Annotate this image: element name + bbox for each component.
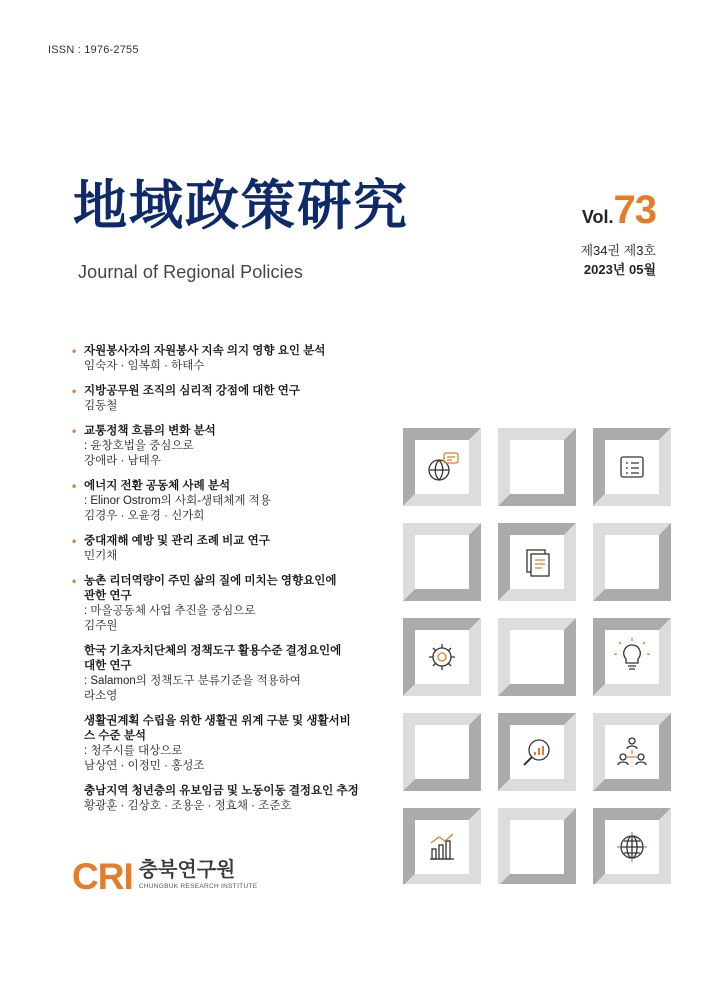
decorative-tile-grid <box>403 428 671 884</box>
toc-authors: 김경우 · 오윤경 · 신가희 <box>84 510 205 522</box>
tile-empty <box>498 808 576 884</box>
tile-empty <box>403 713 481 791</box>
tile-empty <box>498 618 576 696</box>
toc-entry <box>72 384 372 414</box>
toc-title: 교통정책 흐름의 변화 분석 <box>84 425 216 437</box>
toc-entry <box>72 714 372 774</box>
toc-entry <box>72 644 372 704</box>
issue-date: 2023년 05월 <box>583 262 656 277</box>
tile-empty <box>593 523 671 601</box>
tile-magnifier-chart <box>498 713 576 791</box>
toc-title: 한국 기초자치단체의 정책도구 활용수준 결정요인에 대한 연구 <box>84 645 342 672</box>
toc-entry <box>72 479 372 524</box>
toc-subtitle: : Salamon의 정책도구 분류기준을 적용하여 <box>84 675 301 687</box>
toc-title: 자원봉사자의 자원봉사 지속 의지 영향 요인 분석 <box>84 345 326 357</box>
volume-number: 73 <box>613 188 656 232</box>
journal-title-english: Journal of Regional Policies <box>78 262 303 282</box>
toc-entry <box>72 424 372 469</box>
publisher-logo <box>72 858 257 896</box>
toc-authors: 임숙자 · 임복희 · 하태수 <box>84 360 205 372</box>
bullet-dot: • <box>72 574 77 588</box>
tile-empty <box>403 523 481 601</box>
toc-subtitle: : 마을공동체 사업 추진을 중심으로 <box>84 605 256 617</box>
tile-bar-chart <box>403 808 481 884</box>
toc-authors: 라소영 <box>84 690 118 702</box>
toc-authors: 민기채 <box>84 550 118 562</box>
toc-subtitle: : Elinor Ostrom의 사회-생태체계 적용 <box>84 495 271 507</box>
toc-entry <box>72 784 372 814</box>
volume-label: Vol. <box>581 207 614 227</box>
toc-entry <box>72 344 372 374</box>
toc-title: 충남지역 청년층의 유보임금 및 노동이동 결정요인 추정 <box>84 785 359 797</box>
toc-title: 농촌 리더역량이 주민 삶의 질에 미치는 영향요인에 관한 연구 <box>84 575 337 602</box>
toc-authors: 황광훈 · 김상호 · 조용운 · 정효채 · 조준호 <box>84 800 292 812</box>
bullet-dot: • <box>72 384 77 398</box>
volume-badge <box>560 188 656 233</box>
toc-authors: 강애라 · 남태우 <box>84 455 161 467</box>
issue-number: 제34권 제3호 <box>580 243 656 258</box>
toc-authors: 남상연 · 이정민 · 홍성조 <box>84 760 205 772</box>
issn-number: ISSN : 1976-2755 <box>48 44 139 56</box>
logo-text <box>139 858 258 890</box>
table-of-contents <box>72 344 372 824</box>
toc-title: 지방공무원 조직의 심리적 강점에 대한 연구 <box>84 385 300 397</box>
tile-lightbulb <box>593 618 671 696</box>
bullet-dot: • <box>72 424 77 438</box>
bullet-dot: • <box>72 534 77 548</box>
toc-title: 생활권계획 수립을 위한 생활권 위계 구분 및 생활서비스 수준 분석 <box>84 715 351 742</box>
toc-subtitle: : 윤창호법을 중심으로 <box>84 440 194 452</box>
logo-name-english: CHUNGBUK RESEARCH INSTITUTE <box>138 883 258 890</box>
logo-mark: CRI <box>72 856 133 897</box>
toc-entry <box>72 574 372 634</box>
toc-title: 에너지 전환 공동체 사례 분석 <box>84 480 231 492</box>
tile-list <box>593 428 671 506</box>
tile-gear <box>403 618 481 696</box>
toc-authors: 김동철 <box>84 400 118 412</box>
toc-title: 중대재해 예방 및 관리 조례 비교 연구 <box>84 535 270 547</box>
logo-name-korean: 충북연구원 <box>138 859 236 881</box>
bullet-dot: • <box>72 479 77 493</box>
bullet-dot: • <box>72 344 77 358</box>
tile-empty <box>498 428 576 506</box>
toc-entry <box>72 534 372 564</box>
journal-title-chinese: 地域政策硏究 <box>73 173 409 237</box>
toc-subtitle: : 청주시를 대상으로 <box>84 745 183 757</box>
toc-authors: 김주원 <box>84 620 118 632</box>
